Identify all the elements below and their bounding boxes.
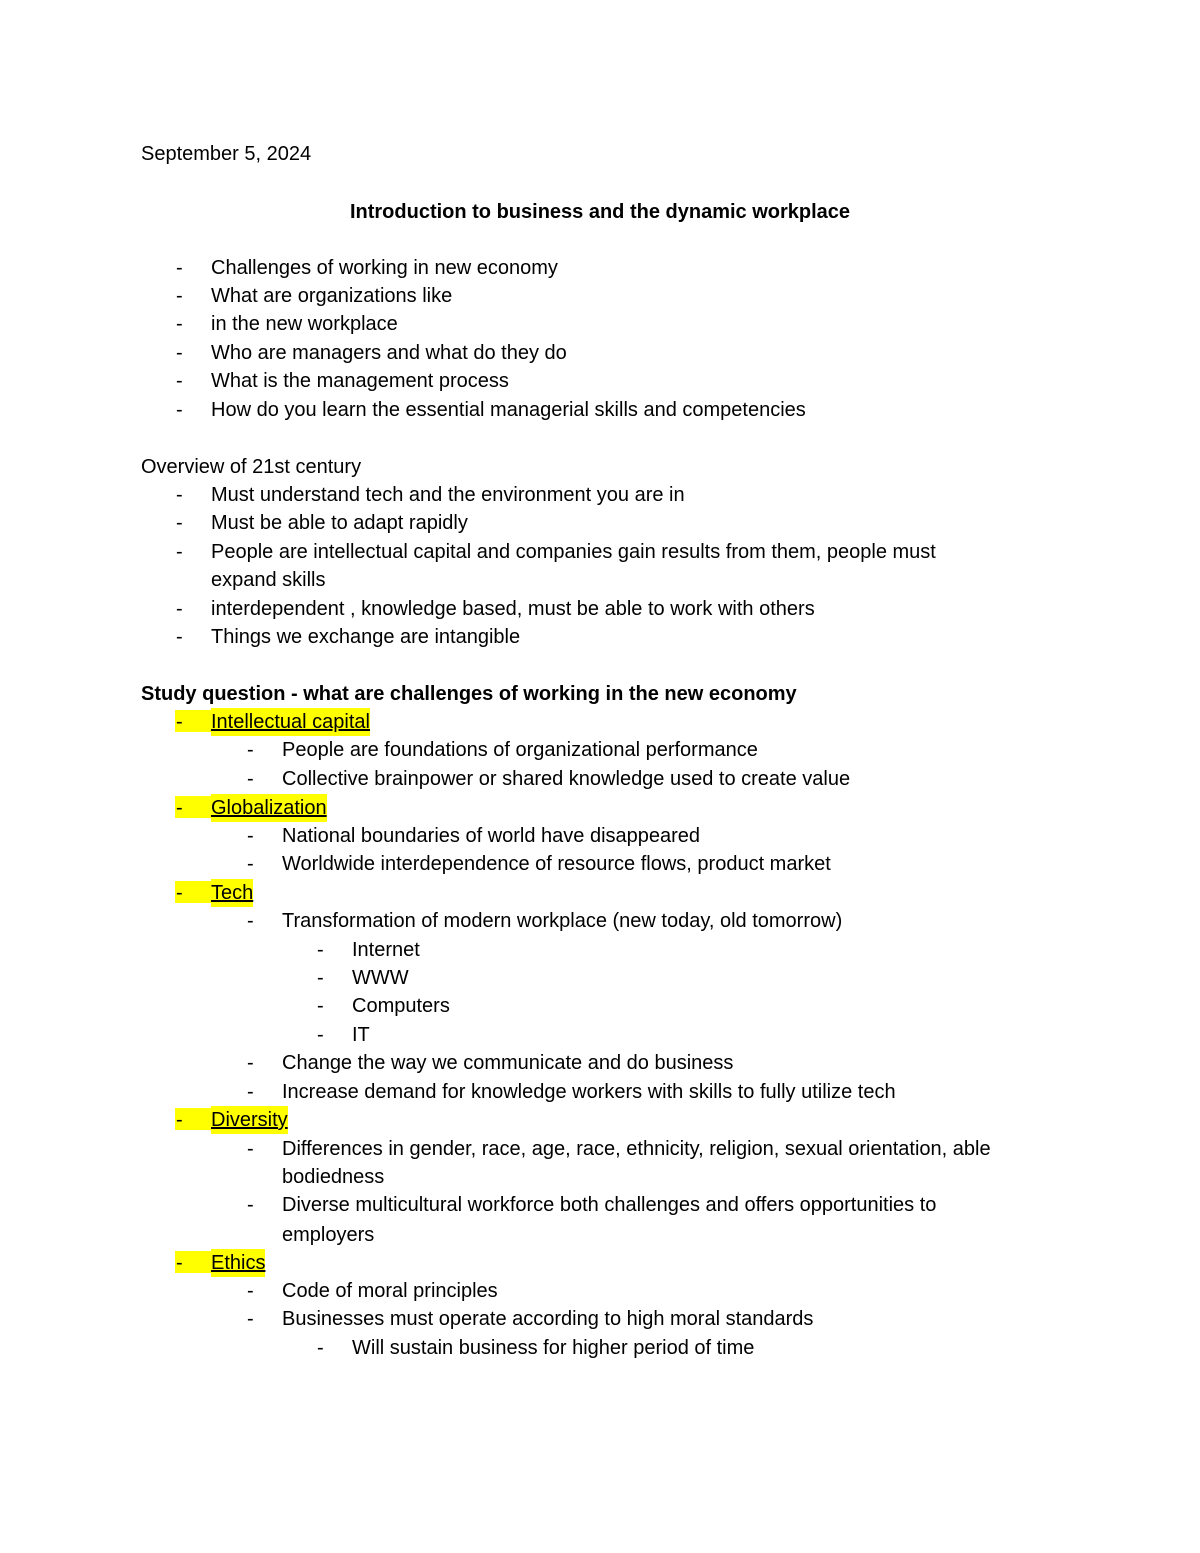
list-item bbox=[0, 1191, 1200, 1219]
list-item-text: Increase demand for knowledge workers with skills to fully utilize tech bbox=[282, 1081, 896, 1103]
list-item bbox=[0, 1078, 1200, 1106]
list-item bbox=[0, 481, 1200, 509]
list-item-text: WWW bbox=[352, 967, 409, 989]
list-item-text: Collective brainpower or shared knowledge used to create value bbox=[282, 768, 851, 790]
bullet-dash: - bbox=[247, 910, 254, 932]
bullet-dash: - bbox=[317, 995, 324, 1017]
topic-diversity bbox=[0, 1106, 1200, 1134]
overview-heading-text: Overview of 21st century bbox=[141, 456, 362, 478]
list-item-text: Computers bbox=[352, 995, 450, 1017]
list-item-text: Who are managers and what do they do bbox=[211, 342, 567, 364]
list-item-text: Will sustain business for higher period of time bbox=[352, 1337, 755, 1359]
bullet-dash: - bbox=[247, 1280, 254, 1302]
bullet-dash: - bbox=[176, 797, 183, 819]
list-item-text: Internet bbox=[352, 939, 420, 961]
bullet-dash: - bbox=[176, 1109, 183, 1131]
list-item bbox=[0, 822, 1200, 850]
list-item bbox=[0, 623, 1200, 651]
list-item-text: Diverse multicultural workforce both challenges and offers opportunities to bbox=[282, 1194, 937, 1216]
list-item bbox=[0, 1135, 1200, 1163]
bullet-dash: - bbox=[247, 1138, 254, 1160]
bullet-dash: - bbox=[247, 768, 254, 790]
list-item-text: National boundaries of world have disappeared bbox=[282, 825, 701, 847]
bullet-dash: - bbox=[176, 1252, 183, 1274]
list-item-text: Code of moral principles bbox=[282, 1280, 498, 1302]
bullet-dash: - bbox=[317, 939, 324, 961]
list-item-text: What is the management process bbox=[211, 370, 509, 392]
document-date bbox=[0, 140, 1200, 168]
list-item-text: People are foundations of organizational performance bbox=[282, 739, 758, 761]
topic-label: Diversity bbox=[211, 1106, 288, 1134]
list-item-text: Change the way we communicate and do business bbox=[282, 1052, 734, 1074]
list-item-text: in the new workplace bbox=[211, 313, 398, 335]
list-item bbox=[0, 850, 1200, 878]
list-item bbox=[0, 936, 1200, 964]
list-item-text: Must understand tech and the environment you are in bbox=[211, 484, 685, 506]
bullet-dash: - bbox=[317, 967, 324, 989]
bullet-dash: - bbox=[176, 541, 183, 563]
list-item bbox=[0, 1049, 1200, 1077]
list-item bbox=[0, 1277, 1200, 1305]
list-item bbox=[0, 1334, 1200, 1362]
list-item-text: Differences in gender, race, age, race, ethnicity, religion, sexual orientation, able bbox=[282, 1138, 991, 1160]
list-item bbox=[0, 1305, 1200, 1333]
topic-label: Globalization bbox=[211, 794, 327, 822]
list-item-text: How do you learn the essential managerial skills and competencies bbox=[211, 399, 806, 421]
bullet-dash: - bbox=[176, 313, 183, 335]
bullet-dash: - bbox=[176, 598, 183, 620]
list-item bbox=[0, 367, 1200, 395]
topic-label: Ethics bbox=[211, 1249, 265, 1277]
topic-globalization bbox=[0, 794, 1200, 822]
list-item-text: expand skills bbox=[211, 569, 326, 591]
list-item bbox=[0, 339, 1200, 367]
bullet-dash: - bbox=[317, 1337, 324, 1359]
bullet-dash: - bbox=[176, 342, 183, 364]
bullet-dash: - bbox=[247, 1052, 254, 1074]
study-question-text: Study question - what are challenges of working in the new economy bbox=[141, 683, 797, 705]
topic-ethics bbox=[0, 1249, 1200, 1277]
list-item-text: People are intellectual capital and companies gain results from them, people must bbox=[211, 541, 936, 563]
list-item-continuation bbox=[0, 1221, 1200, 1249]
date-text: September 5, 2024 bbox=[141, 143, 312, 165]
list-item bbox=[0, 595, 1200, 623]
overview-heading bbox=[0, 453, 1200, 481]
topic-intellectual-capital bbox=[0, 708, 1200, 736]
bullet-dash: - bbox=[176, 370, 183, 392]
list-item-text: Things we exchange are intangible bbox=[211, 626, 521, 648]
list-item-text: employers bbox=[282, 1224, 375, 1246]
list-item-text: interdependent , knowledge based, must be able to work with others bbox=[211, 598, 815, 620]
bullet-dash: - bbox=[247, 739, 254, 761]
bullet-dash: - bbox=[176, 285, 183, 307]
list-item-text: Must be able to adapt rapidly bbox=[211, 512, 468, 534]
list-item bbox=[0, 282, 1200, 310]
list-item-text: IT bbox=[352, 1024, 370, 1046]
list-item bbox=[0, 964, 1200, 992]
bullet-dash: - bbox=[247, 825, 254, 847]
list-item bbox=[0, 254, 1200, 282]
topic-label: Intellectual capital bbox=[211, 708, 370, 736]
list-item-text: Worldwide interdependence of resource flows, product market bbox=[282, 853, 831, 875]
bullet-dash: - bbox=[176, 399, 183, 421]
list-item-text: What are organizations like bbox=[211, 285, 453, 307]
list-item-text: Transformation of modern workplace (new today, old tomorrow) bbox=[282, 910, 843, 932]
bullet-dash: - bbox=[176, 882, 183, 904]
document-title: Introduction to business and the dynamic workplace bbox=[349, 201, 851, 223]
bullet-dash: - bbox=[176, 484, 183, 506]
bullet-dash: - bbox=[176, 512, 183, 534]
bullet-dash: - bbox=[247, 1081, 254, 1103]
list-item bbox=[0, 765, 1200, 793]
list-item bbox=[0, 736, 1200, 764]
study-question-heading bbox=[0, 680, 1200, 708]
bullet-dash: - bbox=[317, 1024, 324, 1046]
list-item bbox=[0, 1021, 1200, 1049]
list-item-text: Businesses must operate according to high moral standards bbox=[282, 1308, 814, 1330]
list-item bbox=[0, 538, 1200, 566]
bullet-dash: - bbox=[176, 257, 183, 279]
list-item bbox=[0, 310, 1200, 338]
bullet-dash: - bbox=[247, 1194, 254, 1216]
list-item bbox=[0, 509, 1200, 537]
bullet-dash: - bbox=[247, 1308, 254, 1330]
bullet-dash: - bbox=[176, 626, 183, 648]
list-item-text: bodiedness bbox=[282, 1166, 385, 1188]
bullet-dash: - bbox=[176, 711, 183, 733]
list-item bbox=[0, 396, 1200, 424]
list-item bbox=[0, 992, 1200, 1020]
topic-label: Tech bbox=[211, 879, 253, 907]
topic-tech bbox=[0, 879, 1200, 907]
list-item-continuation bbox=[0, 566, 1200, 594]
list-item-text: Challenges of working in new economy bbox=[211, 257, 558, 279]
list-item bbox=[0, 907, 1200, 935]
list-item-continuation bbox=[0, 1163, 1200, 1191]
bullet-dash: - bbox=[247, 853, 254, 875]
